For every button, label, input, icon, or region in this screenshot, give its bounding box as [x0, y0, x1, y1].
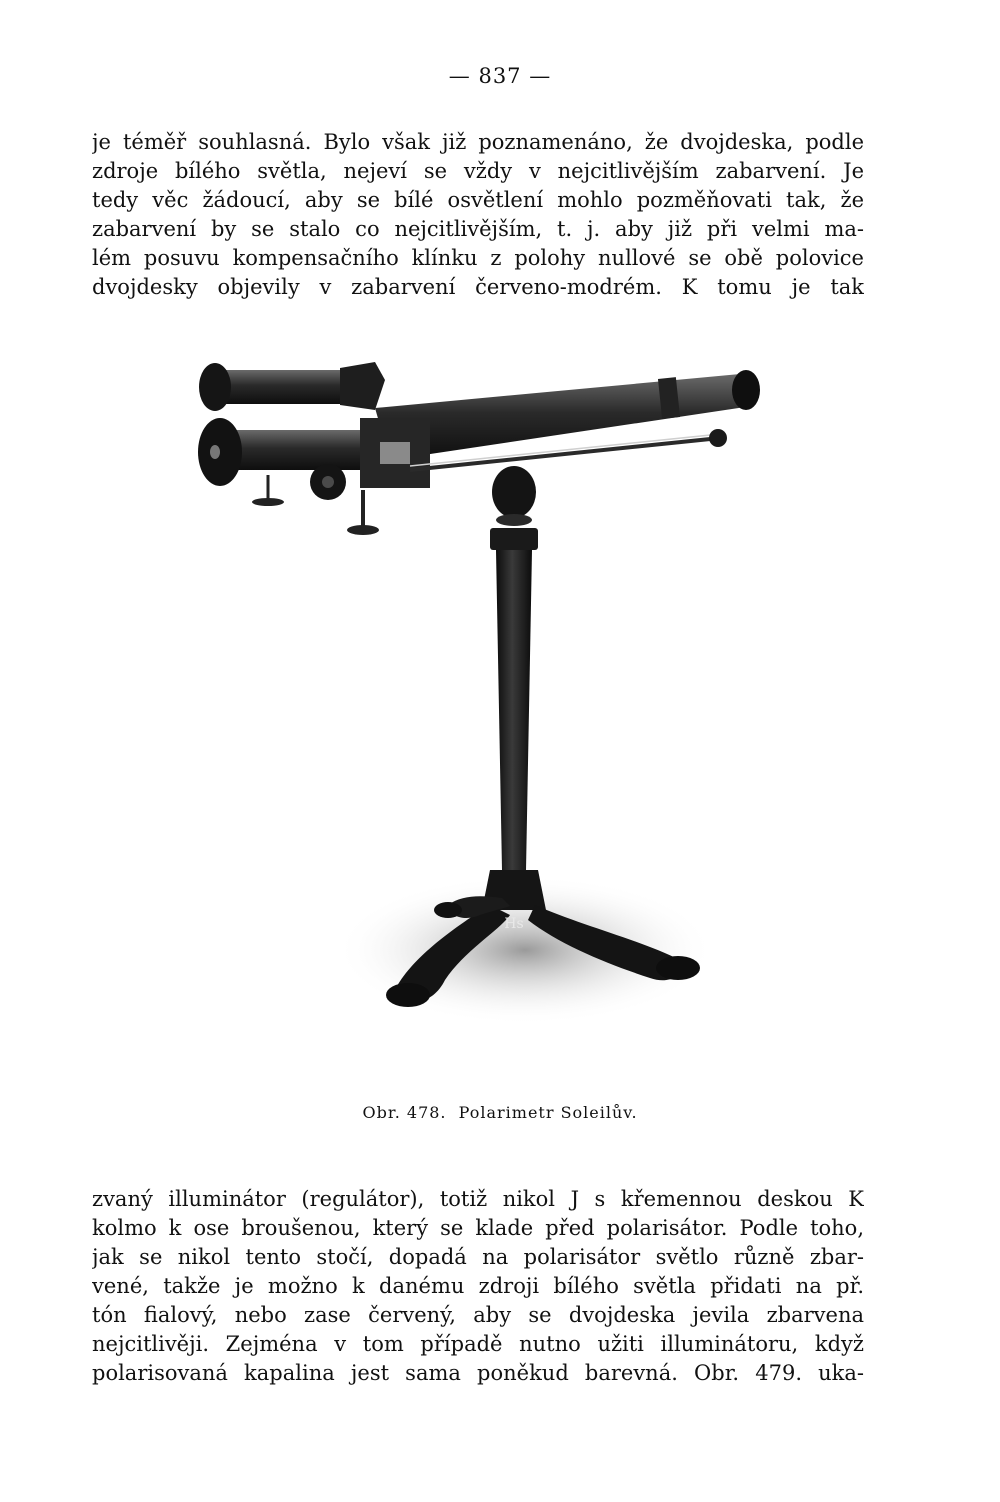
ball-joint-collar	[496, 514, 532, 526]
paragraph-bottom	[92, 1185, 864, 1388]
scale-plate	[380, 442, 410, 464]
polarimeter-illustration	[180, 350, 780, 1040]
text-line: kolmo k ose broušenou, který se klade před polarisátor. Podle toho,	[92, 1216, 864, 1240]
text-line: vené, takže je možno k danému zdroji bílého světla přidati na př.	[92, 1274, 864, 1298]
text-line: dvojdesky objevily v zabarvení červeno-modrém. K tomu je tak	[92, 275, 864, 299]
rail-clamp	[709, 429, 727, 447]
text-line: nejcitlivěji. Zejména v tom případě nutno užiti illuminátoru, když	[92, 1332, 864, 1356]
caption-number: Obr. 478.	[362, 1103, 447, 1122]
ball-joint	[492, 466, 536, 518]
text-line: polarisovaná kapalina jest sama poněkud barevná. Obr. 479. uka-	[92, 1361, 864, 1385]
knob-center	[322, 476, 334, 488]
pole-collar	[490, 528, 538, 550]
upper-eyepiece-cap	[199, 363, 231, 411]
text-line: lém posuvu kompensačního klínku z polohy nullové se obě polovice	[92, 246, 864, 270]
tripod-foot-left	[386, 983, 430, 1007]
tube-end-cap	[732, 370, 760, 410]
text-line: jak se nikol tento stočí, dopadá na polarisátor světlo různě zbar-	[92, 1245, 864, 1269]
lower-eyepiece-tube	[220, 430, 380, 470]
text-line: zvaný illuminátor (regulátor), totiž nikol J s křemennou deskou K	[92, 1187, 864, 1211]
eyepiece-hood	[340, 362, 385, 410]
monogram-mark: Hs	[504, 916, 524, 932]
text-line: zabarvení by se stalo co nejcitlivějším, t. j. aby již při velmi ma-	[92, 217, 864, 241]
upper-eyepiece-tube	[210, 370, 360, 404]
tripod-foot-back	[434, 902, 462, 918]
text-line: tedy věc žádoucí, aby se bílé osvětlení mohlo pozměňovati tak, že	[92, 188, 864, 212]
caption-title: Polarimetr Soleilův.	[458, 1103, 638, 1122]
main-tube	[375, 374, 752, 460]
pole	[496, 550, 532, 870]
polarimeter-figure	[180, 350, 780, 1040]
text-line: je téměř souhlasná. Bylo však již poznamenáno, že dvojdeska, podle	[92, 130, 864, 154]
lower-eyepiece-lens	[210, 445, 220, 459]
foot-screw-base	[347, 525, 379, 535]
figure-caption	[0, 1103, 1000, 1122]
foot-screw-base	[252, 498, 284, 506]
tripod-foot-right	[656, 956, 700, 980]
paragraph-top	[92, 128, 864, 302]
text-line: zdroje bílého světla, nejeví se vždy v nejcitlivějším zabarvení. Je	[92, 159, 864, 183]
text-line: tón fialový, nebo zase červený, aby se dvojdeska jevila zbarvena	[92, 1303, 864, 1327]
page-number: — 837 —	[448, 64, 552, 88]
